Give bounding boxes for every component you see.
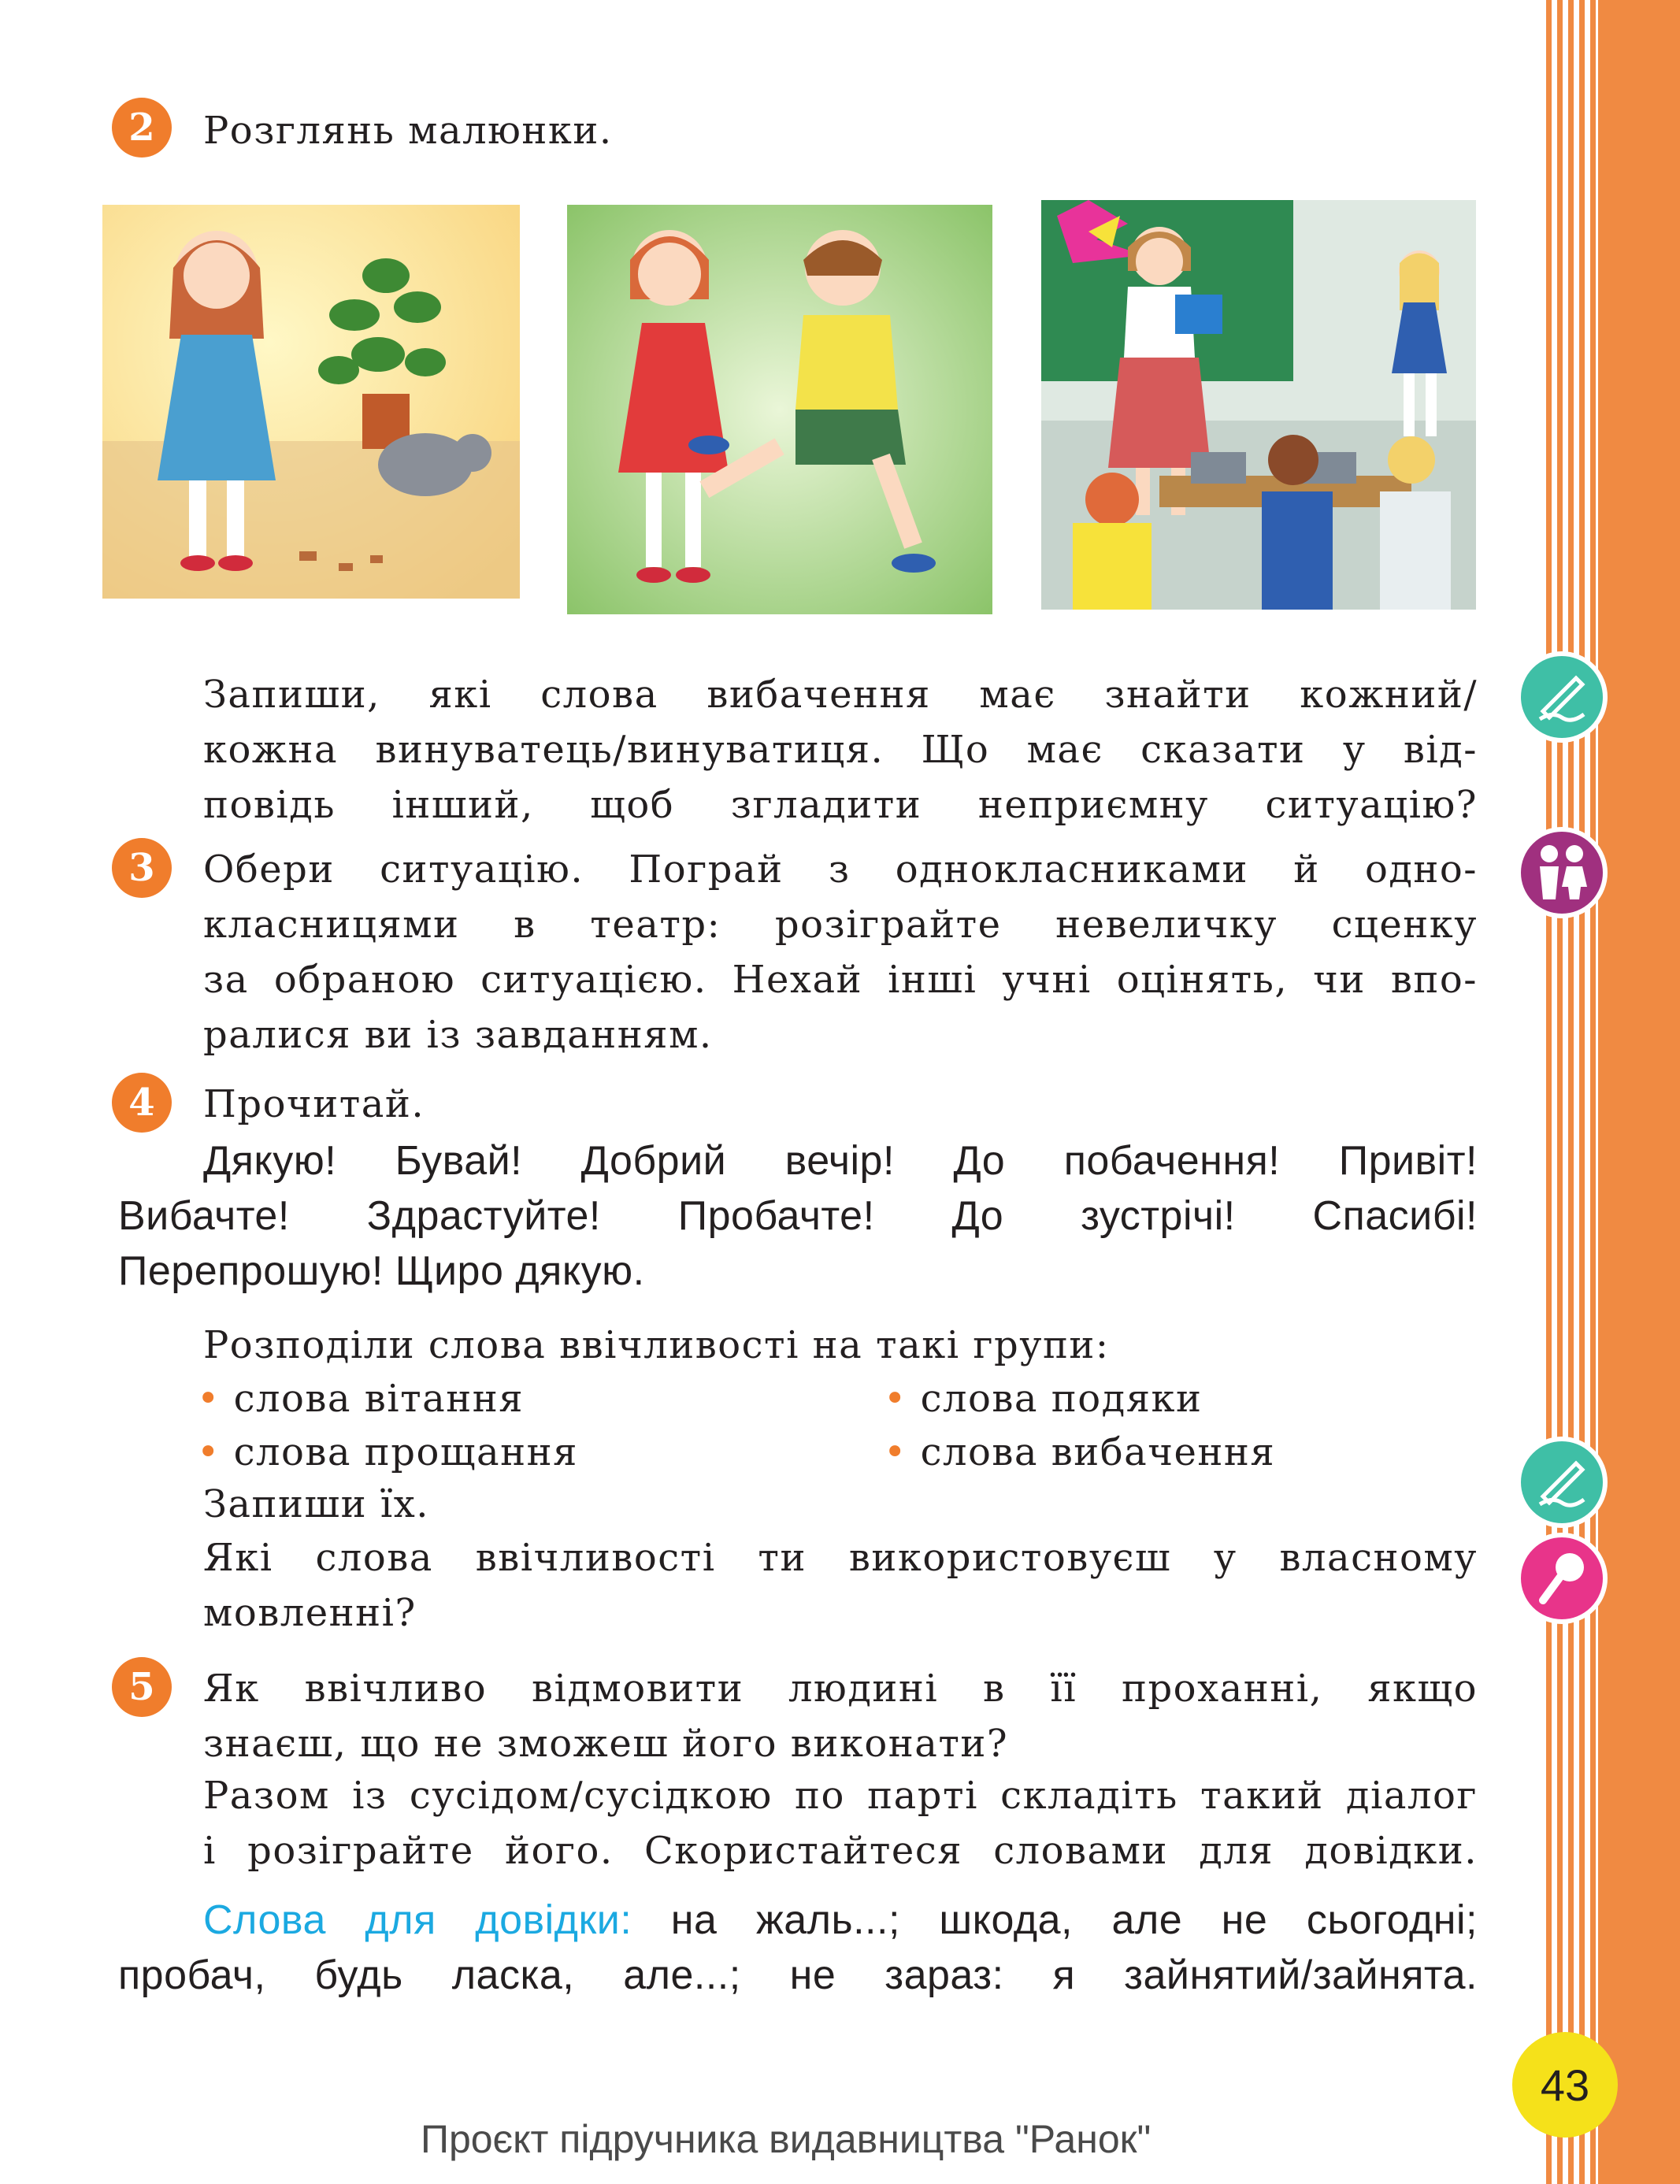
task-3-text-line-1: Обери ситуацію. Пограй з однокласниками й одно- bbox=[203, 847, 1478, 892]
group-farewell bbox=[197, 1429, 578, 1476]
task-4-title: Прочитай. bbox=[203, 1082, 425, 1126]
task-4-write: Запиши їх. bbox=[203, 1482, 430, 1526]
group-greeting-label: слова вітання bbox=[233, 1377, 525, 1421]
pen-writing-icon bbox=[1516, 651, 1608, 743]
footer-text: Проєкт підручника видавництва "Ранок" bbox=[421, 2117, 1152, 2161]
group-thanks-label: слова подяки bbox=[920, 1377, 1203, 1421]
illustration-girl-broken-pot bbox=[102, 205, 520, 599]
right-stripes bbox=[1546, 0, 1598, 2184]
illustration-boy-kicks-girl bbox=[567, 205, 992, 614]
group-greeting bbox=[197, 1375, 524, 1422]
reference-words-line-1 bbox=[203, 1897, 1478, 1944]
task-5-text-line-4: і розіграйте його. Скористайтеся словами для довідки. bbox=[203, 1829, 1478, 1873]
task-5-text-line-1: Як ввічливо відмовити людині в її проханні, якщо bbox=[203, 1667, 1478, 1711]
task-4-question-line-1: Які слова ввічливості ти використовуєш у власному bbox=[203, 1536, 1478, 1580]
task-4-question-line-2: мовленні? bbox=[203, 1591, 417, 1635]
task-5-number: 5 bbox=[112, 1657, 172, 1717]
reference-words-line-2: пробач, будь ласка, але...; не зараз: я зайнятий/зайнята. bbox=[118, 1952, 1478, 1998]
task-4-words-line-1: Дякую! Бувай! Добрий вечір! До побачення! Привіт! bbox=[203, 1138, 1478, 1184]
task-5-text-line-2: знаєш, що не зможеш його виконати? bbox=[203, 1722, 1009, 1766]
children-pair-icon bbox=[1516, 827, 1608, 918]
bullet-icon: • bbox=[197, 1430, 221, 1474]
task-3-text-line-4: ралися ви із завданням. bbox=[203, 1013, 713, 1057]
reference-text-1: на жаль...; шкода, але не сьогодні; bbox=[632, 1897, 1478, 1943]
reference-label: Слова для довідки: bbox=[203, 1897, 632, 1943]
illustration-classroom bbox=[1041, 200, 1476, 610]
group-thanks bbox=[884, 1375, 1202, 1422]
task-3-text-line-3: за обраною ситуацією. Нехай інші учні оцінять, чи впо- bbox=[203, 958, 1478, 1002]
task-2-number: 2 bbox=[112, 98, 172, 158]
task-2-title: Розглянь малюнки. bbox=[203, 109, 613, 153]
bullet-icon: • bbox=[197, 1377, 221, 1421]
group-apology bbox=[884, 1429, 1275, 1476]
pen-writing-icon bbox=[1516, 1437, 1608, 1528]
page-number: 43 bbox=[1512, 2032, 1618, 2138]
task-3-number: 3 bbox=[112, 838, 172, 898]
group-farewell-label: слова прощання bbox=[233, 1430, 578, 1474]
task-2-text-line-1: Запиши, які слова вибачення має знайти кожний/ bbox=[203, 673, 1478, 717]
bullet-icon: • bbox=[884, 1377, 907, 1421]
bullet-icon: • bbox=[884, 1430, 907, 1474]
group-apology-label: слова вибачення bbox=[920, 1430, 1276, 1474]
task-4-instruction: Розподіли слова ввічливості на такі групи: bbox=[203, 1323, 1110, 1367]
task-3-text-line-2: класницями в театр: розіграйте невеличку сценку bbox=[203, 903, 1478, 947]
microphone-icon bbox=[1516, 1533, 1608, 1624]
task-4-words-line-2: Вибачте! Здрастуйте! Пробачте! До зустрічі! Спасибі! bbox=[118, 1193, 1478, 1239]
task-5-text-line-3: Разом із сусідом/сусідкою по парті складіть такий діалог bbox=[203, 1774, 1478, 1818]
task-2-text-line-2: кожна винуватець/винуватиця. Що має сказати у від- bbox=[203, 728, 1478, 772]
task-2-text-line-3: повідь інший, щоб згладити неприємну ситуацію? bbox=[203, 783, 1478, 827]
task-4-number: 4 bbox=[112, 1073, 172, 1133]
task-4-words-line-3: Перепрошую! Щиро дякую. bbox=[118, 1248, 645, 1294]
